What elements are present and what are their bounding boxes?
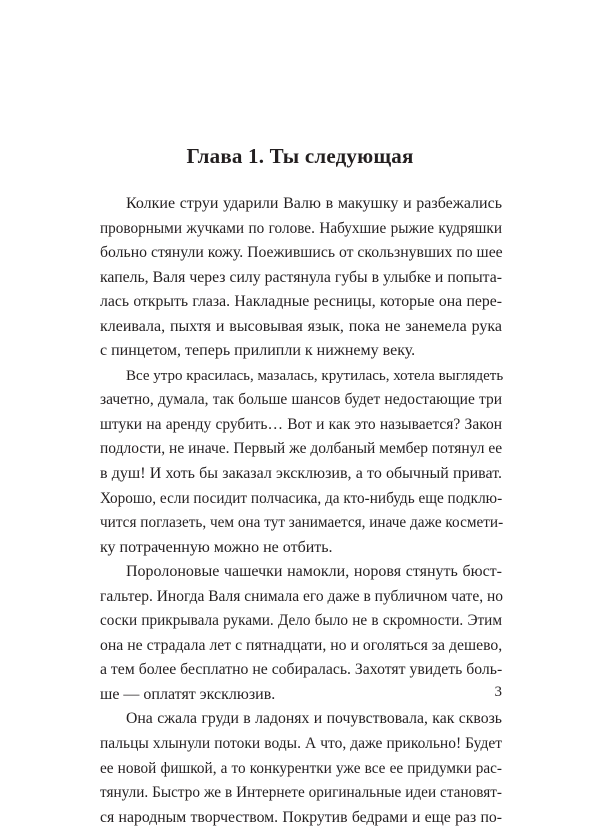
- chapter-title: Глава 1. Ты следующая: [186, 144, 414, 168]
- text-line: зачетно, думала, так больше шансов будет недостающие три: [100, 391, 502, 409]
- text-line: больно стянули кожу. Поежившись от скользнувших по шее: [100, 244, 503, 262]
- text-line: в душ! И хоть бы заказал эксклюзив, а то обычный приват.: [100, 465, 502, 483]
- text-line: клеивала, пыхтя и высовывая язык, пока не занемела рука: [100, 317, 502, 335]
- text-line: Все утро красилась, мазалась, крутилась, хотела выглядеть: [126, 367, 504, 384]
- text-line: соски прикрывала руками. Дело было не в скромности. Этим: [100, 612, 502, 630]
- text-line: штуки на аренду срубить… Вот и как это называется? Закон: [100, 415, 502, 433]
- text-line: подлости, не иначе. Первый же долбаный мембер потянул ее: [100, 440, 503, 458]
- text-line: ку потраченную можно не отбить.: [100, 538, 333, 556]
- page-number: 3: [494, 684, 502, 700]
- text-line: с пинцетом, теперь прилипли к нижнему веку.: [100, 342, 416, 360]
- text-line: она не страдала лет с пятнадцати, но и оголяться за дешево,: [100, 636, 503, 654]
- text-line: гальтер. Иногда Валя снимала его даже в публичном чате, но: [100, 587, 503, 605]
- text-line: Хорошо, если посидит полчасика, да кто-нибудь еще подклю-: [100, 489, 503, 507]
- text-line: Она сжала груди в ладонях и почувствовала, как сквозь: [126, 710, 502, 728]
- text-line: тянули. Быстро же в Интернете оригинальные идеи становят-: [100, 784, 502, 802]
- text-line: капель, Валя через силу растянула губы в улыбке и попыта-: [100, 268, 502, 286]
- text-line: ше — оплатят эксклюзив.: [100, 685, 276, 703]
- text-line: ее новой фишкой, а то конкурентки уже все ее придумки рас-: [100, 759, 502, 777]
- text-line: чится поглазеть, чем она тут занимается, иначе даже космети-: [100, 514, 504, 532]
- text-line: проворными жучками по голове. Набухшие рыжие кудряшки: [100, 219, 502, 237]
- text-line: ся народным творчеством. Покрутив бедрами и еще раз по-: [100, 808, 502, 826]
- text-line: лась открыть глаза. Накладные ресницы, которые она пере-: [100, 293, 502, 311]
- chapter-body-text: [100, 192, 502, 830]
- text-line: Колкие струи ударили Валю в макушку и разбежались: [126, 195, 502, 212]
- text-line: пальцы хлынули потоки воды. А что, даже прикольно! Будет: [100, 735, 502, 753]
- text-line: а тем более бесплатно не собиралась. Захотят увидеть боль-: [100, 661, 503, 679]
- text-line: Поролоновые чашечки намокли, норовя стянуть бюст-: [126, 563, 502, 581]
